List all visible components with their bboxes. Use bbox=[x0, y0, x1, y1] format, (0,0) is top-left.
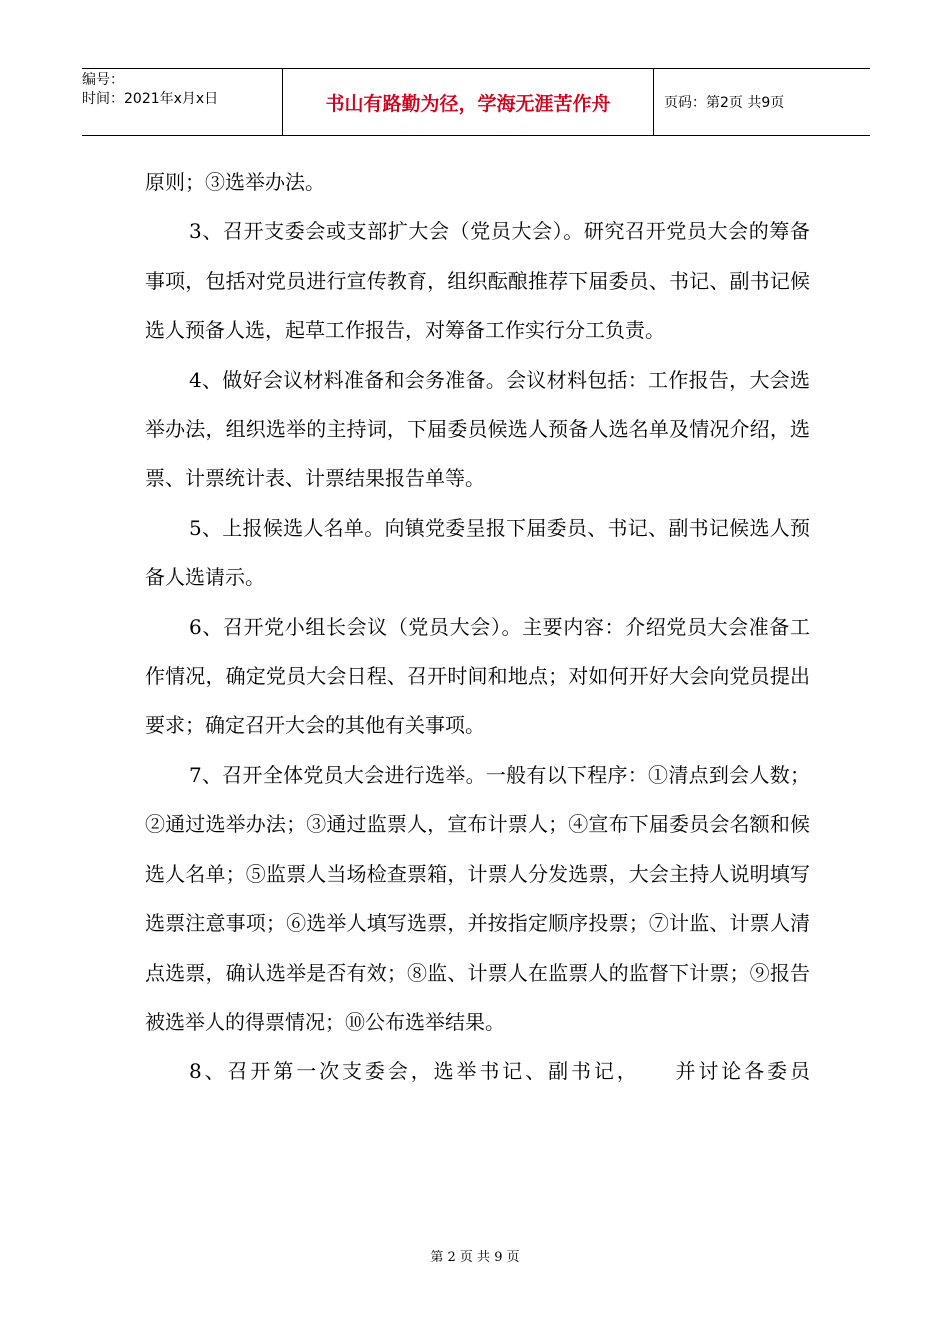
paragraph-item-3: 3、召开支委会或支部扩大会（党员大会）。研究召开党员大会的筹备事项，包括对党员进行宣传教育，组织酝酿推荐下届委员、书记、副书记候选人预备人选，起草工作报告，对筹备工作实行分工负责。 bbox=[145, 219, 810, 343]
page-footer: 第 2 页 共 9 页 bbox=[430, 1250, 520, 1265]
document-time-label: 时间：2021年x月x日 bbox=[82, 91, 219, 107]
header-meta bbox=[82, 69, 282, 135]
paragraph-item-8: 8、召开第一次支委会，选举书记、副书记， 并讨论各委员 bbox=[189, 1059, 810, 1084]
page-header bbox=[82, 68, 870, 136]
header-motto: 书山有路勤为径，学海无涯苦作舟 bbox=[282, 69, 654, 135]
document-number-label: 编号： bbox=[82, 72, 124, 88]
document-body bbox=[145, 158, 810, 1097]
paragraph-item-5: 5、上报候选人名单。向镇党委呈报下届委员、书记、副书记候选人预备人选请示。 bbox=[145, 515, 810, 590]
paragraph-continuation: 原则；③选举办法。 bbox=[145, 170, 325, 194]
paragraph-item-7: 7、召开全体党员大会进行选举。一般有以下程序：①清点到会人数；②通过选举办法；③通过监票人，宣布计票人；④宣布下届委员会名额和候选人名单；⑤监票人当场检查票箱，计票人分发选票，大会主持人说明填写选票注意事项；⑥选举人填写选票，并按指定顺序投票；⑦计监、计票人清点选票，确认选举是否有效；⑧监、计票人在监票人的监督下计票；⑨报告被选举人的得票情况；⑩公布选举结果。 bbox=[145, 762, 810, 1034]
paragraph-item-6: 6、召开党小组长会议（党员大会）。主要内容：介绍党员大会准备工作情况，确定党员大会日程、召开时间和地点；对如何开好大会向党员提出要求；确定召开大会的其他有关事项。 bbox=[145, 614, 810, 738]
header-page-info: 页码：第2页 共9页 bbox=[664, 95, 785, 111]
paragraph-item-4: 4、做好会议材料准备和会务准备。会议材料包括：工作报告，大会选举办法，组织选举的主持词，下届委员候选人预备人选名单及情况介绍，选票、计票统计表、计票结果报告单等。 bbox=[145, 367, 810, 491]
